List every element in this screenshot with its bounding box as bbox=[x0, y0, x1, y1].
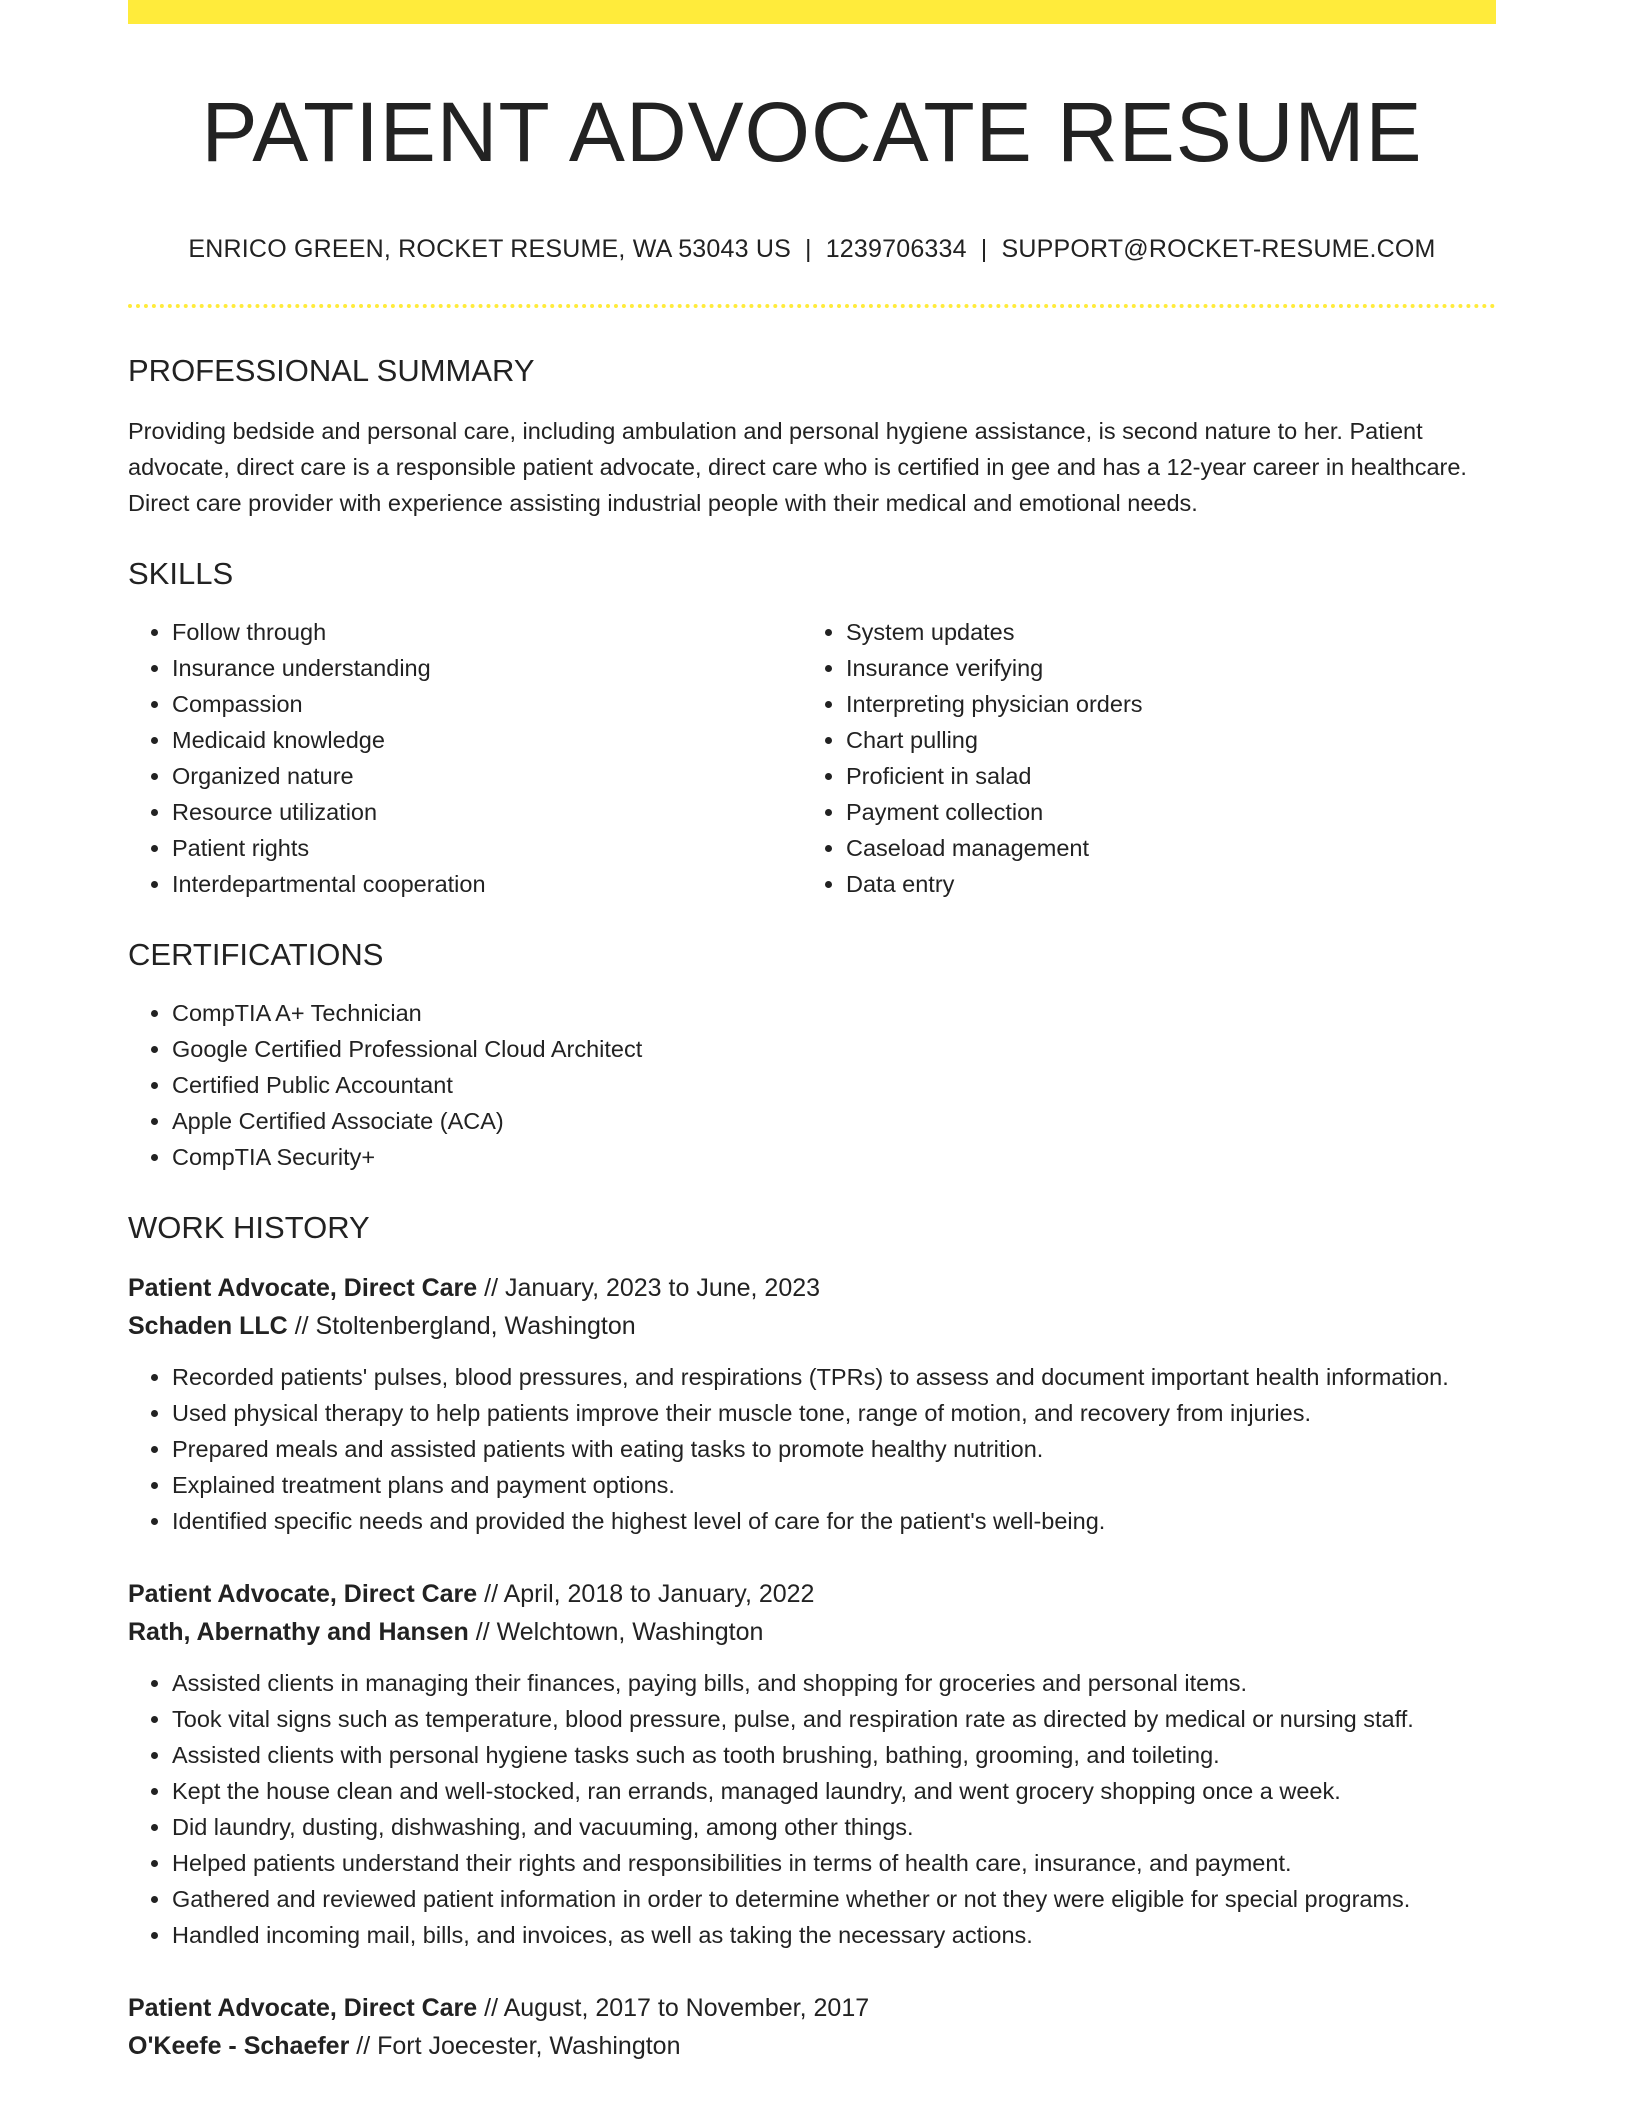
skill-item: • Organized nature bbox=[172, 758, 802, 794]
contact-separator: | bbox=[805, 234, 812, 263]
job-company: Rath, Abernathy and Hansen bbox=[128, 1617, 469, 1646]
job-bullet: • Identified specific needs and provided the highest level of care for the patient's well-being. bbox=[172, 1503, 1496, 1539]
skill-item: • Caseload management bbox=[846, 830, 1476, 866]
job-bullets bbox=[128, 1359, 1496, 1539]
skill-item: • Interdepartmental cooperation bbox=[172, 866, 802, 902]
certifications-section bbox=[128, 936, 1496, 1175]
work-history-section bbox=[128, 1209, 1496, 2064]
certifications-heading: CERTIFICATIONS bbox=[128, 937, 384, 973]
certification-item: • CompTIA A+ Technician bbox=[172, 995, 1496, 1031]
job-bullet: • Assisted clients in managing their finances, paying bills, and shopping for groceries and personal items. bbox=[172, 1665, 1496, 1701]
job-location: // Welchtown, Washington bbox=[468, 1617, 764, 1646]
job-title: Patient Advocate, Direct Care bbox=[128, 1579, 478, 1608]
job-company-line bbox=[128, 1307, 1496, 1345]
skill-item: • Medicaid knowledge bbox=[172, 722, 802, 758]
skills-column-left bbox=[128, 614, 802, 902]
job-bullet: • Assisted clients with personal hygiene tasks such as tooth brushing, bathing, grooming, and toileting. bbox=[172, 1737, 1496, 1773]
skill-item: • System updates bbox=[846, 614, 1476, 650]
job-bullet: • Prepared meals and assisted patients with eating tasks to promote healthy nutrition. bbox=[172, 1431, 1496, 1467]
job-bullet: • Did laundry, dusting, dishwashing, and vacuuming, among other things. bbox=[172, 1809, 1496, 1845]
job-entry bbox=[128, 1575, 1496, 1953]
skill-item: • Interpreting physician orders bbox=[846, 686, 1476, 722]
skills-list-left bbox=[128, 614, 802, 902]
skills-heading: SKILLS bbox=[128, 555, 234, 591]
skill-item: • Compassion bbox=[172, 686, 802, 722]
contact-line bbox=[128, 235, 1496, 264]
skills-list-right bbox=[802, 614, 1476, 902]
certification-item: • CompTIA Security+ bbox=[172, 1139, 1496, 1175]
job-entry bbox=[128, 1269, 1496, 1539]
job-dates: // January, 2023 to June, 2023 bbox=[477, 1273, 821, 1302]
job-location: // Fort Joecester, Washington bbox=[349, 2031, 681, 2060]
job-title-line bbox=[128, 1269, 1496, 1307]
skill-item: • Follow through bbox=[172, 614, 802, 650]
skills-section bbox=[128, 555, 1496, 902]
summary-text: Providing bedside and personal care, including ambulation and personal hygiene assistance, is second nature to her. Patient advocate, direct care is a responsible patient advocate, direct care who is certified in gee and has a 12-year career in healthcare. Direct care provider with experience assisting industrial people with their medical and emotional needs. bbox=[128, 417, 1467, 516]
job-entry bbox=[128, 1989, 1496, 2065]
job-bullets bbox=[128, 1665, 1496, 1953]
job-bullet: • Gathered and reviewed patient information in order to determine whether or not they were eligible for special programs. bbox=[172, 1881, 1496, 1917]
skill-item: • Patient rights bbox=[172, 830, 802, 866]
skills-grid bbox=[128, 614, 1496, 902]
skill-item: • Proficient in salad bbox=[846, 758, 1476, 794]
contact-separator: | bbox=[980, 234, 988, 263]
job-dates: // August, 2017 to November, 2017 bbox=[477, 1993, 870, 2022]
job-bullet: • Explained treatment plans and payment options. bbox=[172, 1467, 1496, 1503]
job-title-line bbox=[128, 1989, 1496, 2027]
job-bullet: • Used physical therapy to help patients improve their muscle tone, range of motion, and recovery from injuries. bbox=[172, 1395, 1496, 1431]
skills-column-right bbox=[802, 614, 1476, 902]
skill-item: • Data entry bbox=[846, 866, 1476, 902]
contact-phone: 1239706334 bbox=[825, 234, 967, 263]
resume-title: PATIENT ADVOCATE RESUME bbox=[201, 85, 1423, 179]
job-company: O'Keefe - Schaefer bbox=[128, 2031, 350, 2060]
contact-address: ENRICO GREEN, ROCKET RESUME, WA 53043 US bbox=[188, 234, 791, 263]
skill-item: • Chart pulling bbox=[846, 722, 1476, 758]
contact-email: SUPPORT@ROCKET-RESUME.COM bbox=[1001, 234, 1436, 263]
job-bullet: • Helped patients understand their rights and responsibilities in terms of health care, insurance, and payment. bbox=[172, 1845, 1496, 1881]
certification-item: • Certified Public Accountant bbox=[172, 1067, 1496, 1103]
certification-item: • Apple Certified Associate (ACA) bbox=[172, 1103, 1496, 1139]
job-dates: // April, 2018 to January, 2022 bbox=[477, 1579, 815, 1608]
skill-item: • Insurance understanding bbox=[172, 650, 802, 686]
job-bullet: • Took vital signs such as temperature, blood pressure, pulse, and respiration rate as directed by medical or nursing staff. bbox=[172, 1701, 1496, 1737]
job-company: Schaden LLC bbox=[128, 1311, 288, 1340]
certification-item: • Google Certified Professional Cloud Architect bbox=[172, 1031, 1496, 1067]
skill-item: • Payment collection bbox=[846, 794, 1476, 830]
dotted-divider bbox=[128, 304, 1496, 308]
job-bullet: • Kept the house clean and well-stocked, ran errands, managed laundry, and went grocery shopping once a week. bbox=[172, 1773, 1496, 1809]
summary-section bbox=[128, 352, 1496, 521]
job-title: Patient Advocate, Direct Care bbox=[128, 1273, 478, 1302]
job-location: // Stoltenbergland, Washington bbox=[287, 1311, 636, 1340]
job-title-line bbox=[128, 1575, 1496, 1613]
skill-item: • Resource utilization bbox=[172, 794, 802, 830]
job-bullet: • Recorded patients' pulses, blood pressures, and respirations (TPRs) to assess and document important health information. bbox=[172, 1359, 1496, 1395]
certifications-list bbox=[128, 995, 1496, 1175]
job-company-line bbox=[128, 1613, 1496, 1651]
resume-page bbox=[128, 0, 1496, 2065]
skill-item: • Insurance verifying bbox=[846, 650, 1476, 686]
work-history-heading: WORK HISTORY bbox=[128, 1210, 370, 1246]
top-accent-bar bbox=[128, 0, 1496, 24]
summary-heading: PROFESSIONAL SUMMARY bbox=[128, 352, 535, 388]
job-company-line bbox=[128, 2027, 1496, 2065]
job-bullet: • Handled incoming mail, bills, and invoices, as well as taking the necessary actions. bbox=[172, 1917, 1496, 1953]
job-title: Patient Advocate, Direct Care bbox=[128, 1993, 478, 2022]
